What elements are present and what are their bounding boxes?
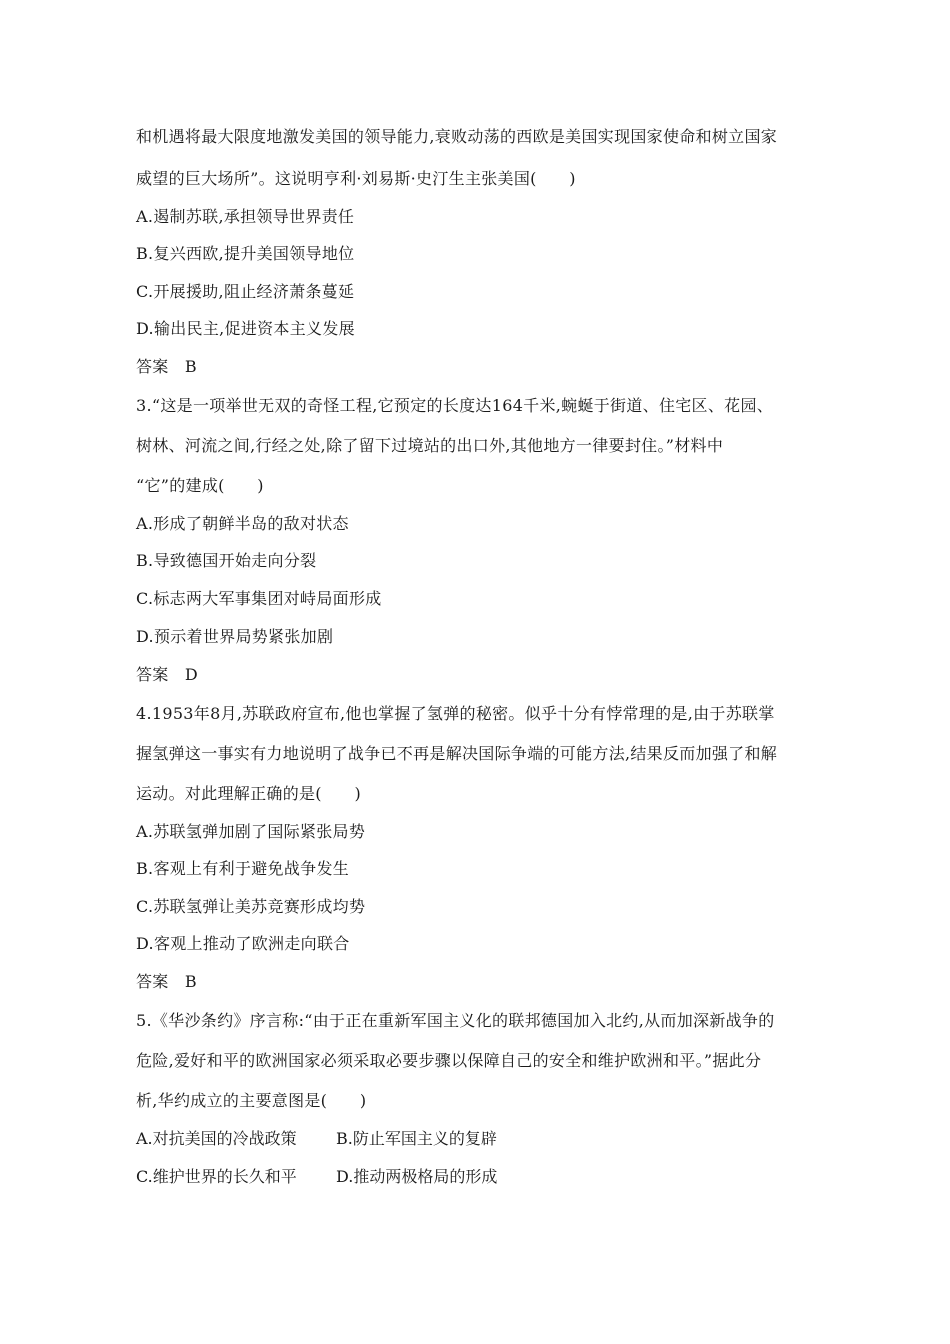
q5-options-row-1 xyxy=(136,1128,497,1150)
q4-answer: 答案 B xyxy=(136,972,197,991)
q3-answer: 答案 D xyxy=(136,665,199,684)
q5-options-row-2 xyxy=(136,1166,497,1188)
q5-option-c: C.维护世界的长久和平 xyxy=(136,1167,297,1186)
q4-stem-line-2: 握氢弹这一事实有力地说明了战争已不再是解决国际争端的可能方法,结果反而加强了和解 xyxy=(136,744,778,763)
q2-stem-line-2: 威望的巨大场所”。这说明亨利·刘易斯·史汀生主张美国( ) xyxy=(136,169,576,188)
q5-option-a: A.对抗美国的冷战政策 xyxy=(136,1129,297,1148)
q4-option-a: A.苏联氢弹加剧了国际紧张局势 xyxy=(136,822,366,841)
q3-option-c: C.标志两大军事集团对峙局面形成 xyxy=(136,589,382,608)
q2-option-d: D.输出民主,促进资本主义发展 xyxy=(136,319,355,338)
q3-stem-line-1: 3.“这是一项举世无双的奇怪工程,它预定的长度达164千米,蜿蜒于街道、住宅区、花园、 xyxy=(136,396,774,415)
q5-option-b: B.防止军国主义的复辟 xyxy=(336,1129,497,1148)
q5-stem-line-2: 危险,爱好和平的欧洲国家必须采取必要步骤以保障自己的安全和维护欧洲和平。”据此分 xyxy=(136,1051,762,1070)
q2-answer: 答案 B xyxy=(136,357,197,376)
q2-stem-line-1: 和机遇将最大限度地激发美国的领导能力,衰败动荡的西欧是美国实现国家使命和树立国家 xyxy=(136,127,778,146)
q4-option-b: B.客观上有利于避免战争发生 xyxy=(136,859,350,878)
q3-option-a: A.形成了朝鲜半岛的敌对状态 xyxy=(136,514,349,533)
q2-option-b: B.复兴西欧,提升美国领导地位 xyxy=(136,244,355,263)
q5-stem-line-1: 5.《华沙条约》序言称:“由于正在重新军国主义化的联邦德国加入北约,从而加深新战争的 xyxy=(136,1011,775,1030)
q4-stem-line-3: 运动。对此理解正确的是( ) xyxy=(136,784,361,803)
q3-stem-line-2: 树林、河流之间,行经之处,除了留下过境站的出口外,其他地方一律要封住。”材料中 xyxy=(136,436,724,455)
q4-option-d: D.客观上推动了欧洲走向联合 xyxy=(136,934,350,953)
q4-stem-line-1: 4.1953年8月,苏联政府宣布,他也掌握了氢弹的秘密。似乎十分有悖常理的是,由于苏联掌 xyxy=(136,704,775,723)
q3-option-b: B.导致德国开始走向分裂 xyxy=(136,551,317,570)
q3-stem-line-3: “它”的建成( ) xyxy=(136,476,264,495)
q2-option-c: C.开展援助,阻止经济萧条蔓延 xyxy=(136,282,355,301)
q4-option-c: C.苏联氢弹让美苏竞赛形成均势 xyxy=(136,897,366,916)
q2-option-a: A.遏制苏联,承担领导世界责任 xyxy=(136,207,355,226)
q5-stem-line-3: 析,华约成立的主要意图是( ) xyxy=(136,1091,367,1110)
q3-option-d: D.预示着世界局势紧张加剧 xyxy=(136,627,334,646)
q5-option-d: D.推动两极格局的形成 xyxy=(336,1167,498,1186)
